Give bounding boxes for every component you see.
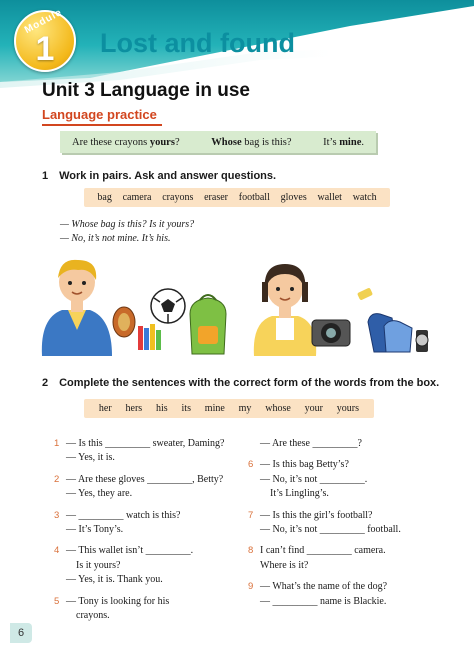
word-box-item: hers	[125, 403, 143, 414]
dialog-line: — No, it’s not mine. It’s his.	[60, 233, 171, 244]
exercise-line: — Are these gloves _________, Betty?	[66, 473, 224, 485]
girl-illustration	[254, 264, 316, 356]
word-box-item: her	[98, 403, 112, 414]
dialog-line: — Whose bag is this? Is it yours?	[60, 219, 195, 230]
exercise-line: — Is this _________ sweater, Daming?	[66, 438, 225, 449]
practice-sentence-3	[323, 137, 364, 148]
word-box-item: bag	[97, 192, 112, 203]
exercise-item	[54, 509, 254, 538]
word-box-item: whose	[265, 403, 291, 414]
task-text: Complete the sentences with the correct form of the words from the box.	[59, 377, 440, 389]
word-box-item: watch	[352, 192, 377, 203]
exercise-item	[248, 509, 448, 538]
exercise-number: 9	[248, 581, 254, 593]
exercise-line: — Yes, it is. Thank you.	[66, 574, 163, 586]
exercise-number: 6	[248, 459, 254, 471]
exercise-line: — This wallet isn’t _________.	[66, 545, 194, 557]
word-box-item: wallet	[317, 192, 342, 203]
word-box-item: my	[238, 403, 252, 414]
example-dialog	[60, 218, 194, 246]
exercise-number: 7	[248, 509, 254, 521]
exercise-line: — Are these _________?	[260, 438, 362, 449]
exercise-number: 8	[248, 545, 254, 557]
word-box-1	[84, 188, 390, 207]
word-box-item: gloves	[280, 192, 307, 203]
exercise-item	[248, 437, 448, 451]
module-word: Module	[22, 7, 65, 36]
practice-sentence-2	[211, 137, 291, 148]
word-box-item: crayons	[162, 192, 194, 203]
task-1-instruction	[42, 170, 276, 182]
exercise-line: — It’s Tony’s.	[66, 524, 124, 536]
practice-box	[60, 131, 376, 153]
practice-keyword: yours	[149, 136, 175, 148]
football-illustration	[151, 289, 185, 323]
task-number: 1	[42, 170, 49, 182]
exercise-item	[54, 595, 254, 624]
exercise-line: It’s Lingling’s.	[270, 488, 329, 500]
exercise-column-right	[248, 437, 448, 616]
eraser-illustration	[357, 287, 373, 300]
wallet-illustration	[113, 307, 135, 337]
exercise-number: 2	[54, 473, 60, 485]
word-box-item: eraser	[204, 192, 228, 203]
word-box-item: mine	[204, 403, 225, 414]
camera-illustration	[312, 320, 350, 346]
word-box-item: yours	[336, 403, 360, 414]
word-box-item: football	[238, 192, 270, 203]
exercise-line: — _________ name is Blackie.	[260, 595, 387, 607]
practice-sentence-1	[72, 137, 180, 148]
section-underline	[42, 124, 162, 126]
boy-illustration	[42, 260, 112, 356]
practice-text: ?	[174, 136, 180, 148]
task-number: 2	[42, 377, 49, 389]
illustration	[40, 256, 430, 356]
unit-title: Unit 3 Language in use	[42, 80, 250, 101]
exercise-line: — What’s the name of the dog?	[260, 581, 388, 593]
exercise-line: crayons.	[76, 610, 110, 622]
word-box-item: his	[156, 403, 168, 414]
exercise-line: Is it yours?	[76, 559, 121, 571]
exercise-item	[54, 473, 254, 502]
exercise-line: — Tony is looking for his	[66, 595, 170, 607]
exercise-number: 5	[54, 595, 60, 607]
exercise-line: — Is this the girl’s football?	[260, 509, 373, 521]
exercise-item	[54, 437, 254, 466]
exercise-item	[248, 458, 448, 501]
practice-text: Are these crayons	[72, 136, 150, 148]
watch-illustration	[416, 330, 428, 352]
exercise-item	[54, 544, 254, 587]
module-title: Lost and found	[100, 28, 295, 58]
exercise-line: Where is it?	[260, 559, 309, 571]
exercise-line: — Yes, they are.	[66, 488, 133, 500]
exercise-line: — Is this bag Betty’s?	[260, 459, 349, 471]
section-title: Language practice	[42, 107, 157, 122]
task-text: Work in pairs. Ask and answer questions.	[59, 170, 277, 182]
exercise-item	[248, 544, 448, 573]
exercise-number: 3	[54, 509, 60, 521]
word-box-item: camera	[122, 192, 152, 203]
practice-keyword: mine	[339, 136, 362, 148]
exercise-line: — No, it’s not _________.	[260, 473, 368, 485]
module-badge	[14, 7, 76, 72]
page-number: 6	[10, 623, 32, 643]
module-number: 1	[35, 30, 55, 68]
practice-keyword: Whose	[211, 136, 242, 148]
word-box-2	[84, 399, 374, 418]
exercise-column-left	[54, 437, 254, 630]
exercise-item	[248, 580, 448, 609]
word-box-item: its	[181, 403, 191, 414]
exercise-line: — _________ watch is this?	[66, 509, 181, 521]
exercise-number: 1	[54, 438, 60, 449]
exercise-line: — No, it’s not _________ football.	[260, 524, 401, 536]
practice-text: bag is this?	[241, 136, 292, 148]
exercise-number: 4	[54, 545, 60, 557]
practice-text: It’s	[323, 136, 340, 148]
practice-text: .	[361, 136, 364, 148]
bag-illustration	[190, 295, 226, 354]
word-box-item: your	[304, 403, 323, 414]
task-2-instruction	[42, 377, 439, 389]
gloves-illustration	[368, 314, 412, 352]
exercise-line: — Yes, it is.	[66, 452, 115, 464]
exercise-line: I can’t find _________ camera.	[260, 545, 386, 557]
crayons-illustration	[138, 324, 161, 350]
